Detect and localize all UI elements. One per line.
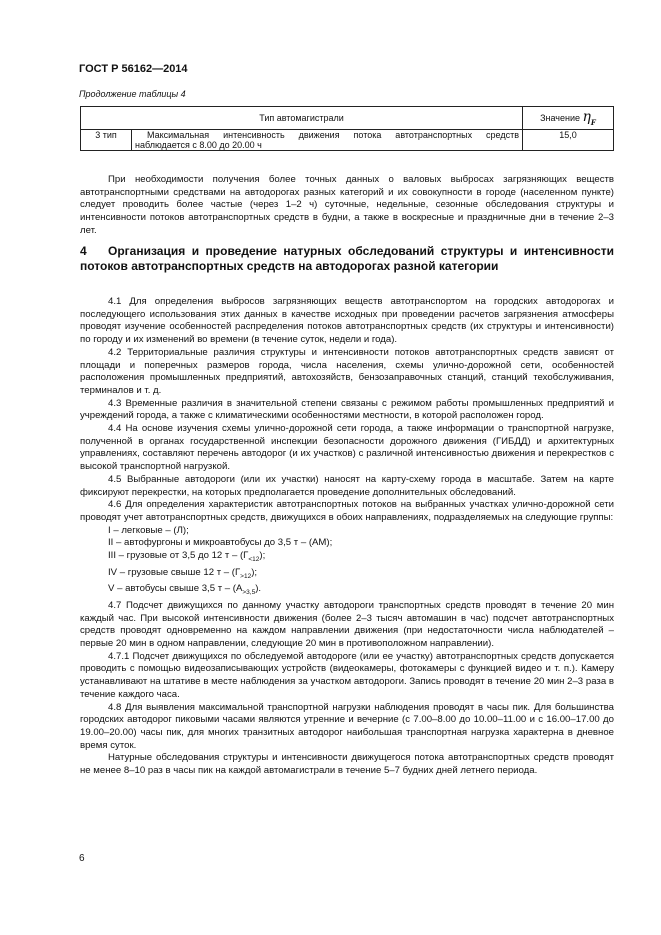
paragraph-4-1: 4.1 Для определения выбросов загрязняющих веществ автотранспортом на городских автодорогах и последующего использования этих данных в качестве исходных при проведении расчетов загрязнения атмосферы проводят изучение особенностей распределения потоков автотранспортных средств (их структуры и интенсивности) по городу и их изменений во времени (в течение суток, недели и года). [80, 296, 614, 346]
section-title: Организация и проведение натурных обследований структуры и интенсивности потоков автотранспортных средств на автодорогах разной категории [80, 244, 614, 273]
group-3: III – грузовые от 3,5 до 12 т – $(Г_{<12})$; [108, 550, 266, 563]
intro-paragraph: При необходимости получения более точных данных о валовых выбросах загрязняющих веществ автотранспортными средствами на автодорогах разных категорий и их совокупности в городе (населенном пункте) следует проводить более частые (через 1–2 ч) суточные, недельные, сезонные обследования структуры и интенсивности потоков автотранспортных средств в будни, а также в воскресные и праздничные дни в течение 2–3 лет. [80, 174, 614, 236]
paragraph-4-7: 4.7 Подсчет движущихся по данному участку автодороги транспортных средств проводят в течение 20 мин каждый час. При высокой интенсивности движения (более 2–3 тысяч автомашин в час) подсчет автотранспортных средств проводят одновременно на каждом направлении движения (при недостаточности числа наблюдателей – первые 20 мин в одном направлении, следующие 20 мин в противоположном направлении). [80, 599, 614, 649]
paragraph-4-8: 4.8 Для выявления максимальной транспортной нагрузки наблюдения проводят в часы пик. Для большинства городских автодорог пиковыми часами являются утренние и вечерние (с 7.00–8.00 до 10.00–11.00 и с 16.00–17.00 до 19.00–20.00) часы пик, для многих транзитных автодорог наибольшая транспортная нагрузка характерна в дневное время суток. [80, 701, 614, 751]
vehicle-type-table [80, 106, 614, 151]
cell-type: 3 тип [81, 130, 132, 151]
col-type-header: Тип автомагистрали [81, 107, 523, 130]
eta-symbol: $\eta_F$ [582, 109, 596, 127]
section-heading [80, 244, 614, 274]
standard-header: ГОСТ Р 56162—2014 [79, 63, 188, 75]
col-value-label: Значение [540, 113, 581, 124]
section-body [80, 296, 614, 778]
cell-description: Максимальная интенсивность движения потока автотранспортных средств наблюдается с 8.00 до 20.00 ч [132, 130, 523, 151]
group-1: I – легковые – (Л); [108, 524, 189, 536]
paragraph-4-6: 4.6 Для определения характеристик автотранспортных потоков на выбранных участках улично-дорожной сети проводят учет автотранспортных средств, движущихся в обоих направлениях, подразделяемых на следующие группы: [80, 499, 614, 523]
cell-value: 15,0 [523, 130, 614, 151]
group-2: II – автофургоны и микроавтобусы до 3,5 т – (АМ); [108, 537, 333, 549]
paragraph-final: Натурные обследования структуры и интенсивности движущегося потока автотранспортных средств проводят не менее 8–10 раз в часы пик на каждой автомагистрали в течение 5–7 будних дней летнего периода. [80, 752, 614, 777]
table-row [81, 130, 614, 151]
col-value-header [523, 107, 614, 130]
page-number: 6 [79, 853, 85, 864]
table-header-row [81, 107, 614, 130]
paragraph-4-3: 4.3 Временные различия в значительной степени связаны с режимом работы промышленных предприятий и учреждений города, а также с климатическими особенностями местности, в которой расположен город. [80, 397, 614, 422]
paragraph-4-5: 4.5 Выбранные автодороги (или их участки) наносят на карту-схему города в масштабе. Затем на карте фиксируют перекрестки, на которых предполагается проведение дополнительных обследований. [80, 473, 614, 498]
group-5: V – автобусы свыше 3,5 т – $(А_{>3,5})$. [108, 583, 262, 597]
table-continuation-caption: Продолжение таблицы 4 [79, 89, 186, 99]
group-4: IV – грузовые свыше 12 т – $(Г_{>12})$; [108, 566, 258, 580]
intro-text [80, 174, 614, 238]
paragraph-4-7-1: 4.7.1 Подсчет движущихся по обследуемой автодороге (или ее участку) автотранспортных средств допускается проводить с помощью видеозаписывающих устройств (видеокамеры, фотокамеры с функцией видео и т. п.). Камеру устанавливают на штативе в месте наблюдения за участком автодороги. Запись проводят в течение 20 мин 2–3 раза в течение каждого часа. [80, 650, 614, 700]
section-number: 4 [80, 244, 87, 258]
paragraph-4-2: 4.2 Территориальные различия структуры и интенсивности потоков автотранспортных средств зависят от площади и поперечных размеров города, числа населения, схемы улично-дорожной сети, особенностей расположения промышленных предприятий, автохозяйств, бензозаправочных станций, станций техобслуживания, терминалов и т. д. [80, 346, 614, 396]
paragraph-4-4: 4.4 На основе изучения схемы улично-дорожной сети города, а также информации о транспортной нагрузке, полученной в органах государственной инспекции безопасности дорожного движения (ГИБДД) и архитектурных управлениях, составляют перечень автодорог (и их участков) с различной интенсивностью движения и перекрестков с высокой транспортной нагрузкой. [80, 423, 614, 473]
